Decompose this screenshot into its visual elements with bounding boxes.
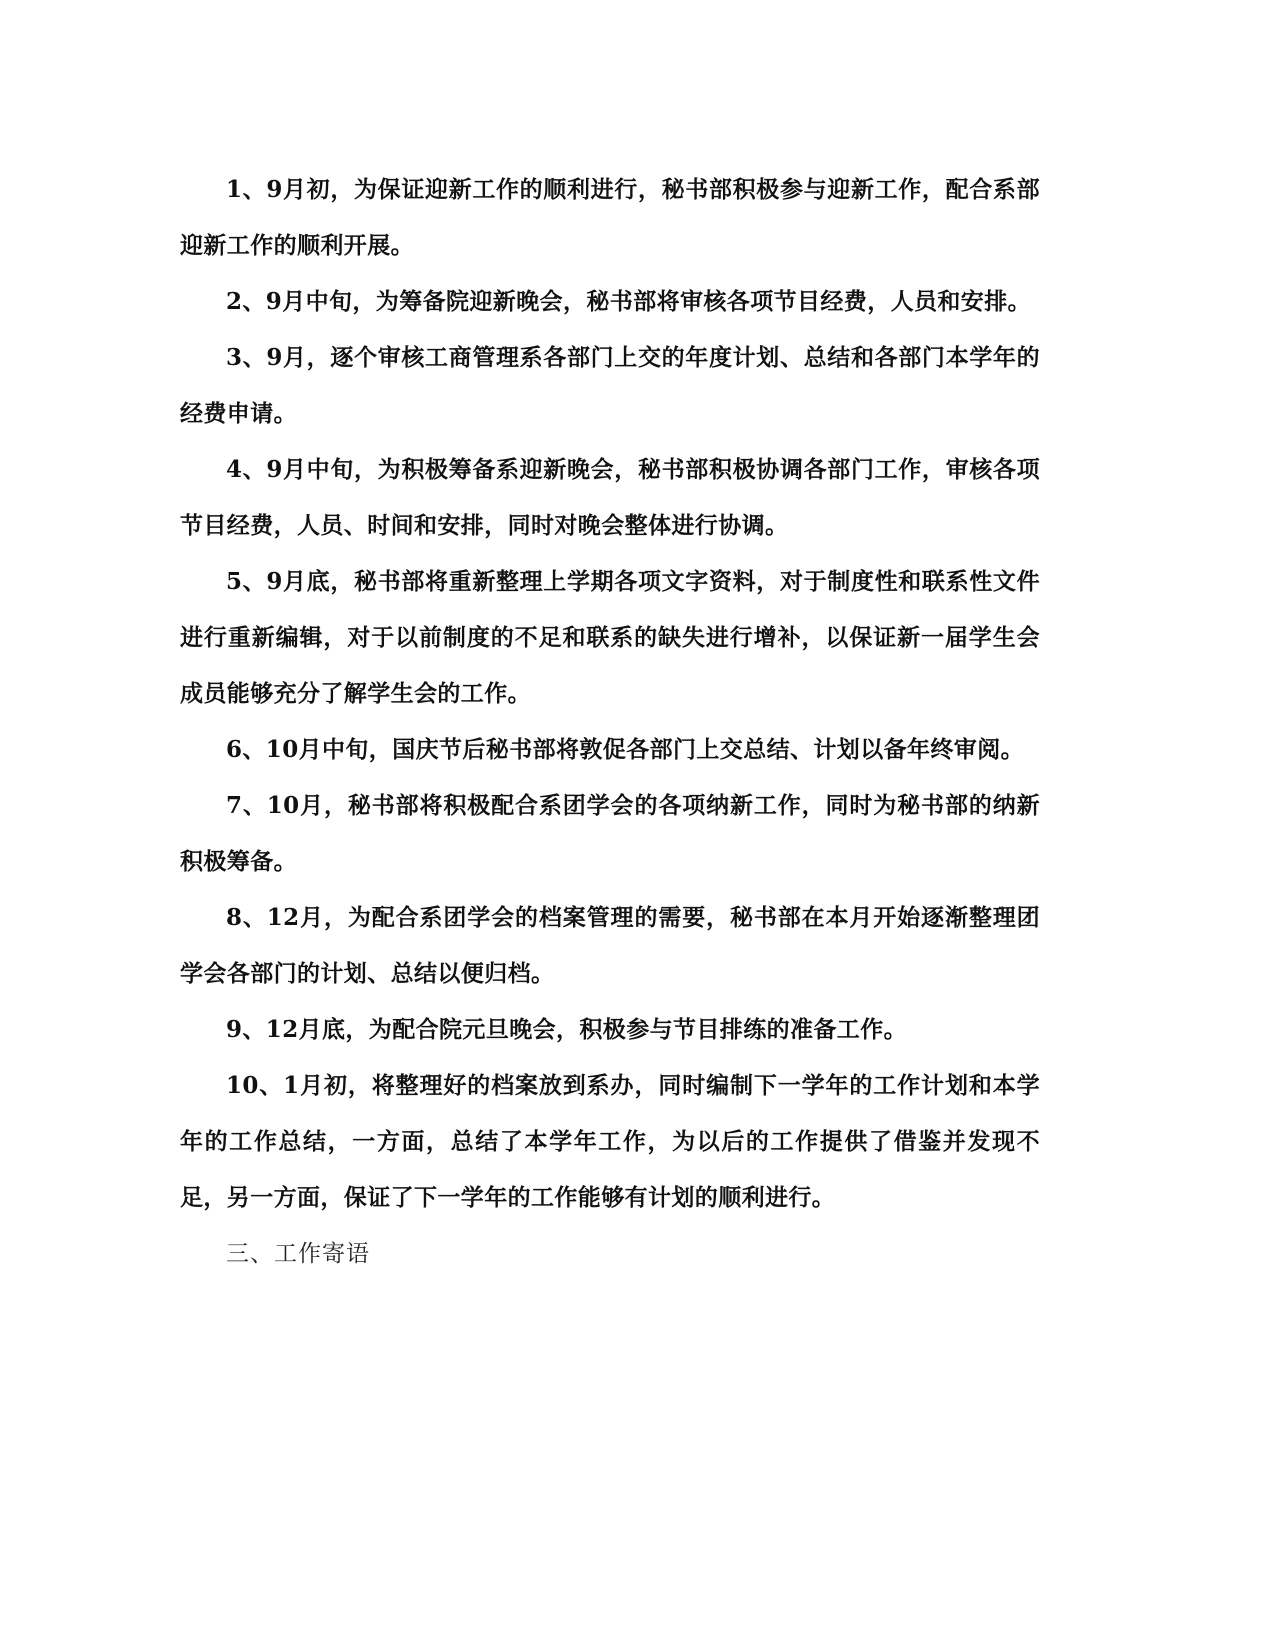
- paragraph-item-4: 4、9月中旬，为积极筹备系迎新晚会，秘书部积极协调各部门工作，审核各项节目经费，人员、时间和安排，同时对晚会整体进行协调。: [180, 456, 1040, 539]
- paragraph-item-9: 9、12月底，为配合院元旦晚会，积极参与节目排练的准备工作。: [226, 1016, 908, 1043]
- paragraph-item-8: 8、12月，为配合系团学会的档案管理的需要，秘书部在本月开始逐渐整理团学会各部门的计划、总结以便归档。: [180, 904, 1040, 987]
- paragraph-item-5: 5、9月底，秘书部将重新整理上学期各项文字资料，对于制度性和联系性文件进行重新编辑，对于以前制度的不足和联系的缺失进行增补，以保证新一届学生会成员能够充分了解学生会的工作。: [180, 568, 1040, 707]
- paragraph-item-10: 10、1月初，将整理好的档案放到系办，同时编制下一学年的工作计划和本学年的工作总结，一方面，总结了本学年工作，为以后的工作提供了借鉴并发现不足，另一方面，保证了下一学年的工作能够有计划的顺利进行。: [180, 1072, 1040, 1211]
- document-body: [180, 162, 1040, 1282]
- paragraph-item-2: 2、9月中旬，为筹备院迎新晚会，秘书部将审核各项节目经费，人员和安排。: [226, 288, 1032, 315]
- section-heading: 三、工作寄语: [226, 1241, 370, 1267]
- paragraph-item-3: 3、9月，逐个审核工商管理系各部门上交的年度计划、总结和各部门本学年的经费申请。: [180, 344, 1040, 427]
- paragraph-item-1: 1、9月初，为保证迎新工作的顺利进行，秘书部积极参与迎新工作，配合系部迎新工作的顺利开展。: [180, 176, 1040, 259]
- paragraph-item-6: 6、10月中旬，国庆节后秘书部将敦促各部门上交总结、计划以备年终审阅。: [226, 736, 1025, 763]
- paragraph-item-7: 7、10月，秘书部将积极配合系团学会的各项纳新工作，同时为秘书部的纳新积极筹备。: [180, 792, 1040, 875]
